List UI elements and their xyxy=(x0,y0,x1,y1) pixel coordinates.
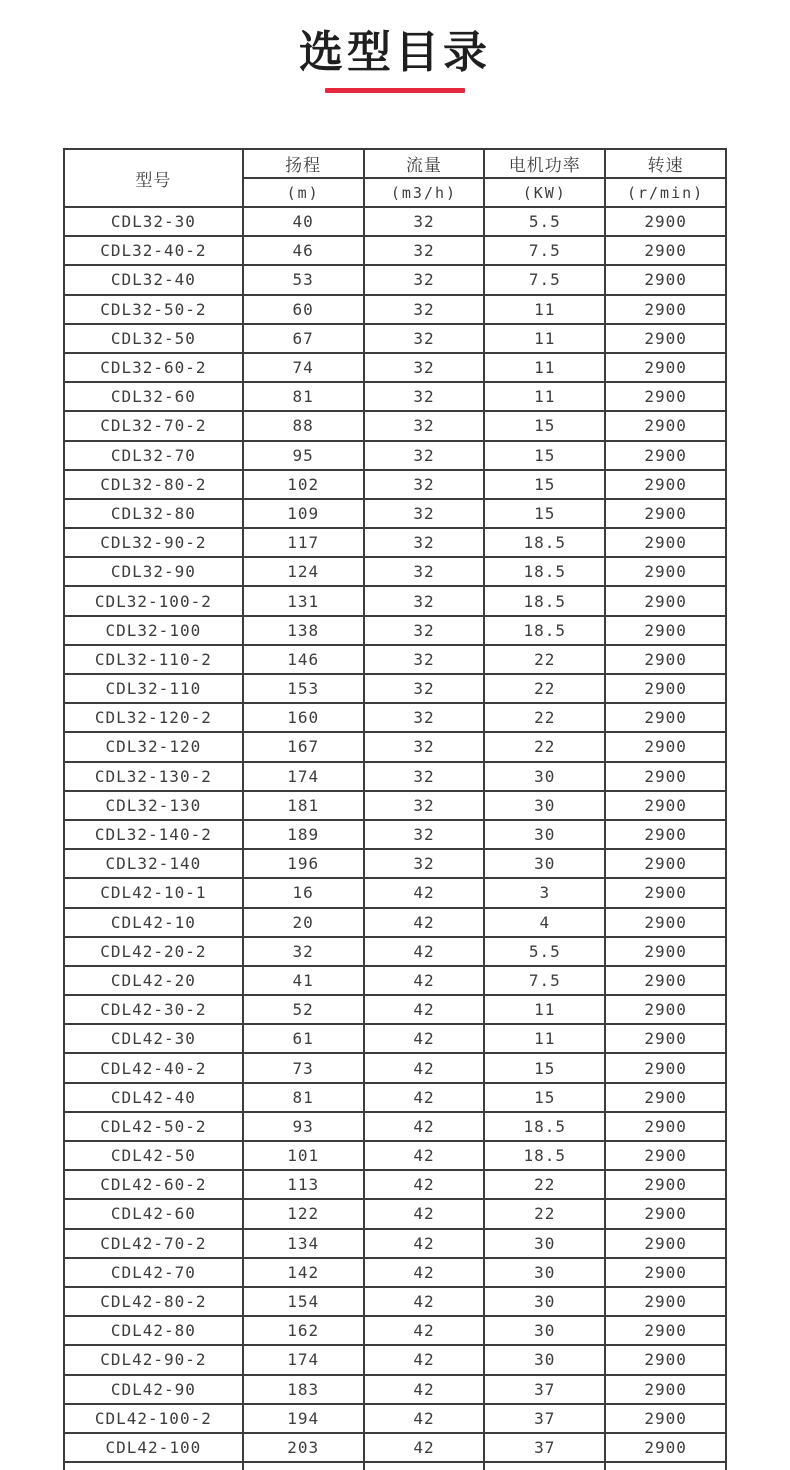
cell-model: CDL32-60-2 xyxy=(64,353,243,382)
cell-flow: 32 xyxy=(364,820,485,849)
cell-power: 15 xyxy=(484,411,605,440)
cell-power: 22 xyxy=(484,1199,605,1228)
cell-power: 30 xyxy=(484,1229,605,1258)
empty-cell xyxy=(64,1462,243,1470)
column-unit-speed: (r/min) xyxy=(605,178,726,207)
table-row xyxy=(64,324,726,353)
table-row xyxy=(64,382,726,411)
cell-flow: 42 xyxy=(364,1375,485,1404)
cell-head: 102 xyxy=(243,470,364,499)
cell-flow: 32 xyxy=(364,295,485,324)
table-body xyxy=(64,207,726,1470)
cell-power: 3 xyxy=(484,878,605,907)
cell-power: 4 xyxy=(484,908,605,937)
cell-power: 30 xyxy=(484,762,605,791)
cell-model: CDL32-80 xyxy=(64,499,243,528)
cell-speed: 2900 xyxy=(605,499,726,528)
cell-model: CDL32-70-2 xyxy=(64,411,243,440)
cell-speed: 2900 xyxy=(605,411,726,440)
cell-model: CDL42-70-2 xyxy=(64,1229,243,1258)
cell-power: 30 xyxy=(484,1345,605,1374)
selection-table xyxy=(63,148,727,1470)
cell-model: CDL32-50 xyxy=(64,324,243,353)
table-row xyxy=(64,849,726,878)
cell-model: CDL32-70 xyxy=(64,441,243,470)
cell-power: 37 xyxy=(484,1433,605,1462)
cell-power: 30 xyxy=(484,820,605,849)
cell-flow: 32 xyxy=(364,616,485,645)
cell-model: CDL32-50-2 xyxy=(64,295,243,324)
cell-speed: 2900 xyxy=(605,295,726,324)
cell-flow: 42 xyxy=(364,908,485,937)
cell-model: CDL42-70 xyxy=(64,1258,243,1287)
cell-head: 134 xyxy=(243,1229,364,1258)
cell-flow: 42 xyxy=(364,878,485,907)
empty-cell xyxy=(243,1462,364,1470)
table-row xyxy=(64,1141,726,1170)
cell-flow: 42 xyxy=(364,995,485,1024)
table-row xyxy=(64,732,726,761)
cell-model: CDL32-140 xyxy=(64,849,243,878)
cell-head: 73 xyxy=(243,1053,364,1082)
title-underline xyxy=(325,88,465,93)
cell-flow: 42 xyxy=(364,1433,485,1462)
cell-flow: 32 xyxy=(364,703,485,732)
cell-head: 154 xyxy=(243,1287,364,1316)
selection-table-wrap xyxy=(63,148,727,1470)
table-row xyxy=(64,703,726,732)
cell-model: CDL42-100-2 xyxy=(64,1404,243,1433)
cell-speed: 2900 xyxy=(605,1199,726,1228)
cell-model: CDL32-110 xyxy=(64,674,243,703)
cell-model: CDL32-110-2 xyxy=(64,645,243,674)
cell-speed: 2900 xyxy=(605,1083,726,1112)
table-row xyxy=(64,528,726,557)
cell-flow: 32 xyxy=(364,207,485,236)
table-row xyxy=(64,645,726,674)
cell-speed: 2900 xyxy=(605,1053,726,1082)
cell-flow: 32 xyxy=(364,791,485,820)
cell-head: 194 xyxy=(243,1404,364,1433)
cell-speed: 2900 xyxy=(605,353,726,382)
column-header-model: 型号 xyxy=(64,149,243,207)
cell-power: 7.5 xyxy=(484,265,605,294)
table-row xyxy=(64,762,726,791)
empty-cell xyxy=(484,1462,605,1470)
cell-head: 101 xyxy=(243,1141,364,1170)
cell-head: 167 xyxy=(243,732,364,761)
cell-speed: 2900 xyxy=(605,470,726,499)
cell-head: 162 xyxy=(243,1316,364,1345)
table-row xyxy=(64,1375,726,1404)
cell-head: 113 xyxy=(243,1170,364,1199)
cell-flow: 32 xyxy=(364,645,485,674)
cell-flow: 42 xyxy=(364,1316,485,1345)
cell-power: 18.5 xyxy=(484,528,605,557)
cell-model: CDL42-10-1 xyxy=(64,878,243,907)
cell-head: 117 xyxy=(243,528,364,557)
cell-speed: 2900 xyxy=(605,937,726,966)
cell-power: 30 xyxy=(484,791,605,820)
cell-power: 37 xyxy=(484,1404,605,1433)
cell-model: CDL32-100 xyxy=(64,616,243,645)
cell-model: CDL32-40-2 xyxy=(64,236,243,265)
cell-head: 53 xyxy=(243,265,364,294)
cell-head: 153 xyxy=(243,674,364,703)
cell-head: 61 xyxy=(243,1024,364,1053)
cell-speed: 2900 xyxy=(605,616,726,645)
cell-speed: 2900 xyxy=(605,1141,726,1170)
cell-flow: 32 xyxy=(364,528,485,557)
cell-model: CDL42-90 xyxy=(64,1375,243,1404)
cell-head: 40 xyxy=(243,207,364,236)
cell-model: CDL42-50-2 xyxy=(64,1112,243,1141)
cell-speed: 2900 xyxy=(605,528,726,557)
cell-head: 32 xyxy=(243,937,364,966)
cell-speed: 2900 xyxy=(605,586,726,615)
table-row xyxy=(64,207,726,236)
cell-head: 16 xyxy=(243,878,364,907)
cell-flow: 42 xyxy=(364,1083,485,1112)
cell-speed: 2900 xyxy=(605,265,726,294)
cell-speed: 2900 xyxy=(605,820,726,849)
cell-flow: 32 xyxy=(364,732,485,761)
cell-head: 81 xyxy=(243,1083,364,1112)
table-row xyxy=(64,1053,726,1082)
cell-power: 11 xyxy=(484,295,605,324)
cell-flow: 32 xyxy=(364,557,485,586)
cell-speed: 2900 xyxy=(605,645,726,674)
cell-head: 60 xyxy=(243,295,364,324)
table-row xyxy=(64,616,726,645)
table-row xyxy=(64,1112,726,1141)
cell-flow: 42 xyxy=(364,1404,485,1433)
cell-power: 22 xyxy=(484,1170,605,1199)
cell-model: CDL42-60-2 xyxy=(64,1170,243,1199)
cell-model: CDL42-10 xyxy=(64,908,243,937)
cell-model: CDL42-80 xyxy=(64,1316,243,1345)
cell-head: 142 xyxy=(243,1258,364,1287)
cell-power: 30 xyxy=(484,849,605,878)
table-row xyxy=(64,791,726,820)
cell-speed: 2900 xyxy=(605,1375,726,1404)
cell-flow: 42 xyxy=(364,1199,485,1228)
cell-flow: 42 xyxy=(364,966,485,995)
cell-power: 7.5 xyxy=(484,236,605,265)
cell-flow: 32 xyxy=(364,353,485,382)
cell-power: 15 xyxy=(484,470,605,499)
cell-power: 30 xyxy=(484,1287,605,1316)
cell-flow: 42 xyxy=(364,1258,485,1287)
cell-power: 22 xyxy=(484,674,605,703)
cell-speed: 2900 xyxy=(605,1433,726,1462)
table-row xyxy=(64,820,726,849)
cell-model: CDL42-60 xyxy=(64,1199,243,1228)
cell-power: 18.5 xyxy=(484,557,605,586)
table-row xyxy=(64,1083,726,1112)
cell-model: CDL32-130 xyxy=(64,791,243,820)
cell-speed: 2900 xyxy=(605,908,726,937)
cell-head: 67 xyxy=(243,324,364,353)
cell-model: CDL32-80-2 xyxy=(64,470,243,499)
cell-head: 52 xyxy=(243,995,364,1024)
cell-flow: 42 xyxy=(364,1287,485,1316)
cell-power: 18.5 xyxy=(484,1112,605,1141)
cell-power: 15 xyxy=(484,441,605,470)
cell-speed: 2900 xyxy=(605,1404,726,1433)
cell-head: 20 xyxy=(243,908,364,937)
cell-flow: 42 xyxy=(364,937,485,966)
table-row xyxy=(64,586,726,615)
cell-power: 7.5 xyxy=(484,966,605,995)
cell-flow: 42 xyxy=(364,1053,485,1082)
cell-speed: 2900 xyxy=(605,207,726,236)
cell-head: 81 xyxy=(243,382,364,411)
cell-speed: 2900 xyxy=(605,966,726,995)
cell-head: 46 xyxy=(243,236,364,265)
table-row xyxy=(64,1199,726,1228)
cell-model: CDL32-130-2 xyxy=(64,762,243,791)
cell-speed: 2900 xyxy=(605,1258,726,1287)
cell-head: 109 xyxy=(243,499,364,528)
cell-flow: 42 xyxy=(364,1112,485,1141)
table-row xyxy=(64,1287,726,1316)
table-row xyxy=(64,499,726,528)
cell-flow: 42 xyxy=(364,1141,485,1170)
cell-speed: 2900 xyxy=(605,762,726,791)
cell-flow: 32 xyxy=(364,470,485,499)
cell-head: 95 xyxy=(243,441,364,470)
cell-flow: 32 xyxy=(364,236,485,265)
column-unit-power: (KW) xyxy=(484,178,605,207)
cell-speed: 2900 xyxy=(605,441,726,470)
table-row xyxy=(64,557,726,586)
table-row xyxy=(64,966,726,995)
cell-head: 122 xyxy=(243,1199,364,1228)
table-row xyxy=(64,441,726,470)
cell-power: 18.5 xyxy=(484,616,605,645)
cell-model: CDL42-30 xyxy=(64,1024,243,1053)
cell-speed: 2900 xyxy=(605,849,726,878)
cell-flow: 42 xyxy=(364,1345,485,1374)
cell-model: CDL32-120 xyxy=(64,732,243,761)
cell-speed: 2900 xyxy=(605,995,726,1024)
cell-head: 181 xyxy=(243,791,364,820)
cell-flow: 32 xyxy=(364,849,485,878)
cell-model: CDL42-40 xyxy=(64,1083,243,1112)
cell-model: CDL42-20-2 xyxy=(64,937,243,966)
cell-speed: 2900 xyxy=(605,703,726,732)
table-row xyxy=(64,878,726,907)
cell-flow: 42 xyxy=(364,1229,485,1258)
table-row xyxy=(64,1345,726,1374)
cell-speed: 2900 xyxy=(605,1229,726,1258)
cell-flow: 32 xyxy=(364,674,485,703)
cell-head: 146 xyxy=(243,645,364,674)
cell-head: 160 xyxy=(243,703,364,732)
cell-speed: 2900 xyxy=(605,1112,726,1141)
cell-speed: 2900 xyxy=(605,674,726,703)
cell-speed: 2900 xyxy=(605,1024,726,1053)
table-row xyxy=(64,1433,726,1462)
cell-power: 30 xyxy=(484,1258,605,1287)
column-header-flow: 流量 xyxy=(364,149,485,178)
cell-flow: 42 xyxy=(364,1170,485,1199)
cell-flow: 32 xyxy=(364,265,485,294)
column-unit-head: (m) xyxy=(243,178,364,207)
cell-flow: 32 xyxy=(364,499,485,528)
cell-power: 18.5 xyxy=(484,1141,605,1170)
cell-flow: 32 xyxy=(364,382,485,411)
cell-model: CDL42-30-2 xyxy=(64,995,243,1024)
table-row xyxy=(64,1404,726,1433)
column-unit-flow: (m3/h) xyxy=(364,178,485,207)
cell-power: 5.5 xyxy=(484,937,605,966)
cell-head: 174 xyxy=(243,762,364,791)
cell-speed: 2900 xyxy=(605,1170,726,1199)
table-header xyxy=(64,149,726,207)
cell-power: 22 xyxy=(484,732,605,761)
cell-head: 124 xyxy=(243,557,364,586)
cell-model: CDL32-30 xyxy=(64,207,243,236)
table-row xyxy=(64,937,726,966)
table-row-cutoff xyxy=(64,1462,726,1470)
cell-speed: 2900 xyxy=(605,878,726,907)
table-row xyxy=(64,265,726,294)
cell-power: 11 xyxy=(484,1024,605,1053)
empty-cell xyxy=(605,1462,726,1470)
cell-model: CDL32-100-2 xyxy=(64,586,243,615)
column-header-power: 电机功率 xyxy=(484,149,605,178)
cell-speed: 2900 xyxy=(605,324,726,353)
cell-power: 15 xyxy=(484,1083,605,1112)
empty-cell xyxy=(364,1462,485,1470)
cell-power: 22 xyxy=(484,645,605,674)
table-row xyxy=(64,236,726,265)
cell-speed: 2900 xyxy=(605,732,726,761)
cell-power: 11 xyxy=(484,353,605,382)
page-title: 选型目录 xyxy=(299,27,491,78)
cell-model: CDL42-100 xyxy=(64,1433,243,1462)
table-row xyxy=(64,411,726,440)
cell-speed: 2900 xyxy=(605,1316,726,1345)
cell-head: 41 xyxy=(243,966,364,995)
table-row xyxy=(64,908,726,937)
cell-flow: 32 xyxy=(364,324,485,353)
table-row xyxy=(64,470,726,499)
cell-speed: 2900 xyxy=(605,382,726,411)
table-row xyxy=(64,1316,726,1345)
table-row xyxy=(64,1258,726,1287)
cell-model: CDL32-60 xyxy=(64,382,243,411)
cell-head: 88 xyxy=(243,411,364,440)
table-row xyxy=(64,995,726,1024)
cell-head: 74 xyxy=(243,353,364,382)
cell-power: 5.5 xyxy=(484,207,605,236)
table-row xyxy=(64,295,726,324)
table-row xyxy=(64,674,726,703)
cell-power: 30 xyxy=(484,1316,605,1345)
cell-model: CDL42-40-2 xyxy=(64,1053,243,1082)
cell-model: CDL42-80-2 xyxy=(64,1287,243,1316)
cell-head: 93 xyxy=(243,1112,364,1141)
cell-model: CDL32-90 xyxy=(64,557,243,586)
cell-model: CDL32-120-2 xyxy=(64,703,243,732)
cell-head: 189 xyxy=(243,820,364,849)
cell-power: 11 xyxy=(484,382,605,411)
table-row xyxy=(64,353,726,382)
cell-flow: 32 xyxy=(364,411,485,440)
cell-model: CDL32-40 xyxy=(64,265,243,294)
cell-power: 11 xyxy=(484,995,605,1024)
cell-head: 138 xyxy=(243,616,364,645)
cell-head: 196 xyxy=(243,849,364,878)
cell-model: CDL32-140-2 xyxy=(64,820,243,849)
header-row-labels xyxy=(64,149,726,178)
cell-power: 11 xyxy=(484,324,605,353)
cell-flow: 32 xyxy=(364,586,485,615)
column-header-speed: 转速 xyxy=(605,149,726,178)
cell-head: 174 xyxy=(243,1345,364,1374)
table-row xyxy=(64,1229,726,1258)
cell-head: 203 xyxy=(243,1433,364,1462)
cell-speed: 2900 xyxy=(605,1345,726,1374)
cell-flow: 32 xyxy=(364,441,485,470)
cell-model: CDL42-20 xyxy=(64,966,243,995)
cell-model: CDL42-50 xyxy=(64,1141,243,1170)
cell-power: 15 xyxy=(484,1053,605,1082)
cell-power: 15 xyxy=(484,499,605,528)
cell-model: CDL32-90-2 xyxy=(64,528,243,557)
cell-speed: 2900 xyxy=(605,791,726,820)
cell-model: CDL42-90-2 xyxy=(64,1345,243,1374)
cell-speed: 2900 xyxy=(605,1287,726,1316)
cell-power: 18.5 xyxy=(484,586,605,615)
cell-power: 37 xyxy=(484,1375,605,1404)
table-row xyxy=(64,1170,726,1199)
cell-head: 131 xyxy=(243,586,364,615)
cell-flow: 32 xyxy=(364,762,485,791)
cell-head: 183 xyxy=(243,1375,364,1404)
cell-speed: 2900 xyxy=(605,557,726,586)
table-row xyxy=(64,1024,726,1053)
cell-power: 22 xyxy=(484,703,605,732)
cell-flow: 42 xyxy=(364,1024,485,1053)
column-header-head: 扬程 xyxy=(243,149,364,178)
cell-speed: 2900 xyxy=(605,236,726,265)
